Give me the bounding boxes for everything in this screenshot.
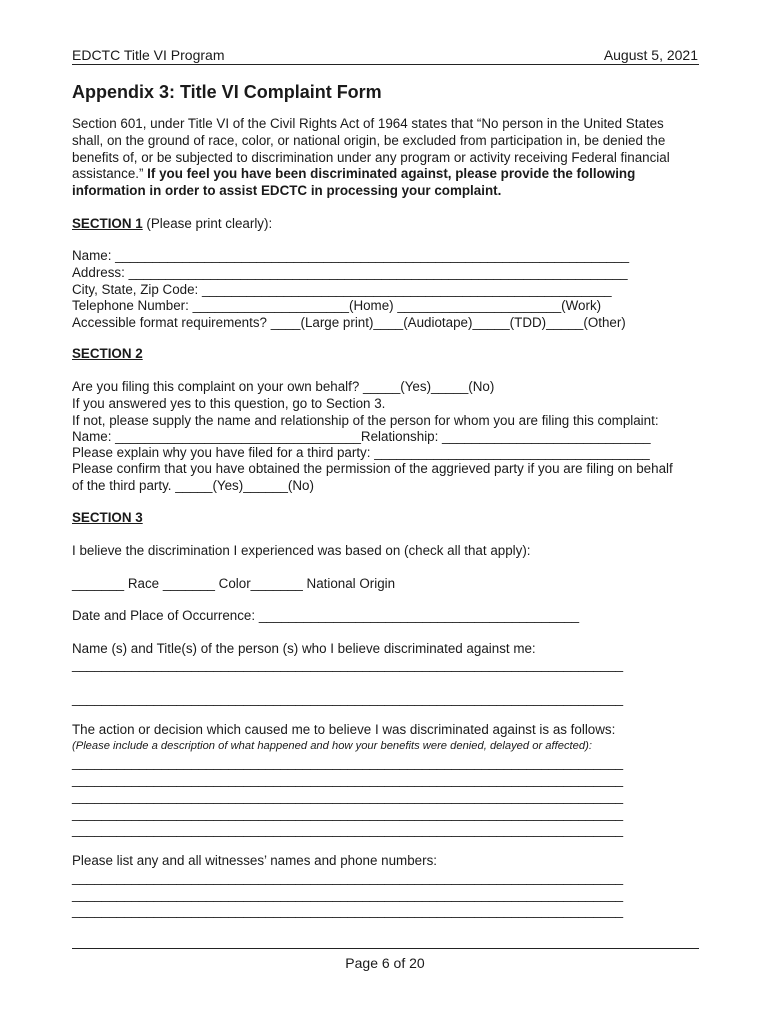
witness-line-1[interactable]: __________________________________________________________________________: [72, 870, 624, 885]
section1-heading: SECTION 1: [72, 216, 143, 231]
action-line-1[interactable]: __________________________________________________________________________: [72, 755, 624, 770]
action-line-3[interactable]: __________________________________________________________________________: [72, 789, 624, 804]
third-party-name-field[interactable]: Name: _________________________________Relationship: ____________________________: [72, 429, 651, 444]
intro-bold-text: If you feel you have been discriminated against, please provide the following information in order to assist EDCTC in processing your complaint.: [72, 166, 636, 199]
header-program: EDCTC Title VI Program: [72, 47, 225, 63]
page-title: Appendix 3: Title VI Complaint Form: [72, 82, 382, 102]
action-line-2[interactable]: __________________________________________________________________________: [72, 772, 624, 787]
header-date: August 5, 2021: [603, 47, 698, 63]
page-number: Page 6 of 20: [345, 955, 425, 971]
discrimination-basis-label: I believe the discrimination I experienced was based on (check all that apply):: [72, 543, 531, 558]
discrimination-basis-options[interactable]: _______ Race _______ Color_______ National Origin: [72, 576, 396, 591]
action-note: (Please include a description of what happened and how your benefits were denied, delayed or affected):: [72, 740, 592, 752]
action-line-5[interactable]: __________________________________________________________________________: [72, 822, 624, 837]
telephone-field[interactable]: Telephone Number: _____________________(Home) ______________________(Work): [72, 298, 602, 313]
go-to-section3-text: If you answered yes to this question, go to Section 3.: [72, 396, 386, 411]
section2-heading: SECTION 2: [72, 346, 143, 361]
section1-note: (Please print clearly):: [142, 216, 273, 231]
names-titles-label: Name (s) and Title(s) of the person (s) who I believe discriminated against me:: [72, 641, 536, 656]
intro-paragraph: [72, 116, 698, 200]
accessible-format-field[interactable]: Accessible format requirements? ____(Large print)____(Audiotape)_____(TDD)_____(Other): [72, 315, 626, 330]
witness-line-3[interactable]: __________________________________________________________________________: [72, 903, 624, 918]
names-titles-line-2[interactable]: __________________________________________________________________________: [72, 691, 624, 706]
third-party-instructions: If not, please supply the name and relationship of the person for whom you are filing this complaint:: [72, 413, 659, 428]
section1-heading-line: [72, 216, 272, 231]
section3-heading: SECTION 3: [72, 510, 143, 525]
city-state-zip-field[interactable]: City, State, Zip Code: _______________________________________________________: [72, 282, 612, 297]
own-behalf-question[interactable]: Are you filing this complaint on your own behalf? _____(Yes)_____(No): [72, 379, 495, 394]
header-divider: [72, 64, 699, 65]
date-place-field[interactable]: Date and Place of Occurrence: ___________________________________________: [72, 608, 580, 623]
permission-answer-field[interactable]: of the third party. _____(Yes)______(No): [72, 478, 314, 493]
action-label: The action or decision which caused me to believe I was discriminated against is as follows:: [72, 722, 616, 737]
names-titles-line-1[interactable]: __________________________________________________________________________: [72, 657, 624, 672]
permission-question: Please confirm that you have obtained the permission of the aggrieved party if you are filing on behalf: [72, 461, 673, 476]
action-line-4[interactable]: __________________________________________________________________________: [72, 806, 624, 821]
witness-line-2[interactable]: __________________________________________________________________________: [72, 887, 624, 902]
name-field[interactable]: Name: _____________________________________________________________________: [72, 248, 630, 263]
address-field[interactable]: Address: ___________________________________________________________________: [72, 265, 628, 280]
witness-label: Please list any and all witnesses’ names and phone numbers:: [72, 853, 437, 868]
third-party-reason-field[interactable]: Please explain why you have filed for a third party: _____________________________________: [72, 445, 650, 460]
intro-text: Section 601, under Title VI of the Civil Rights Act of 1964 states that “No person in the United States shall, on the ground of race, color, or national origin, be excluded from participation in, be denied the benefits of, or be subjected to discrimination under any program or activity receiving Federal financial assistance.”: [72, 116, 670, 182]
footer-divider: [72, 948, 699, 949]
